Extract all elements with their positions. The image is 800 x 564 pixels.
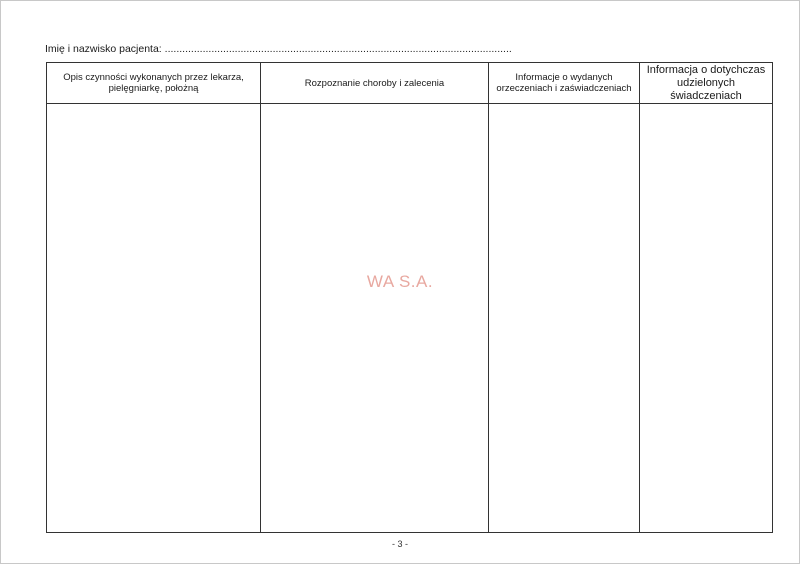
patient-name-line: [45, 43, 512, 55]
watermark: WA S.A.: [366, 272, 434, 291]
previous-services-cell[interactable]: [640, 104, 773, 533]
treatment-table: [46, 62, 773, 533]
table-body-row: [47, 104, 773, 533]
column-header-diagnosis: Rozpoznanie choroby i zalecenia: [261, 63, 489, 104]
column-header-certificates: Informacje o wydanych orzeczeniach i zaświadczeniach: [489, 63, 640, 104]
diagnosis-cell[interactable]: [261, 104, 489, 533]
column-header-previous-services: Informacja o dotychczas udzielonych świadczeniach: [640, 63, 773, 104]
certificates-cell[interactable]: [489, 104, 640, 533]
patient-name-label: Imię i nazwisko pacjenta:: [45, 43, 162, 55]
activities-cell[interactable]: [47, 104, 261, 533]
column-header-activities: Opis czynności wykonanych przez lekarza, pielęgniarkę, położną: [47, 63, 261, 104]
patient-name-field[interactable]: .......................................................................................................................: [164, 43, 512, 55]
page-number: - 3 -: [391, 539, 408, 549]
table-header-row: [47, 63, 773, 104]
